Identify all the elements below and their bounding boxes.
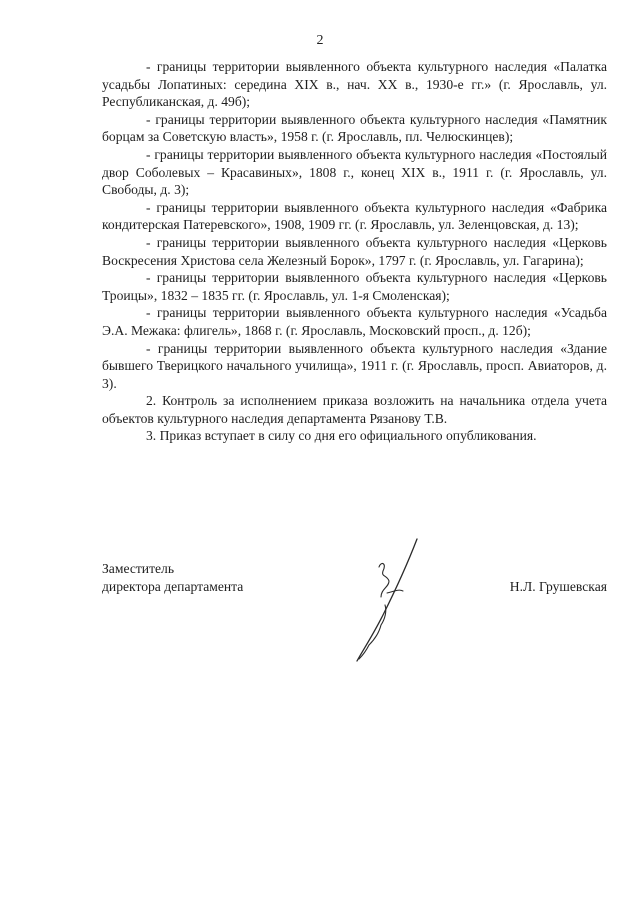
document-body <box>102 58 607 445</box>
signer-position-line: Заместитель <box>102 561 175 576</box>
page-number: 2 <box>316 33 324 48</box>
boundary-item-paragraph: - границы территории выявленного объекта культурного наследия «Палатка усадьбы Лопатиных: середина XIX в., нач. XX в., 1930-е гг.» (г. Ярославль, ул. Республиканская, д. 49б); <box>102 59 607 110</box>
boundary-item-paragraph: - границы территории выявленного объекта культурного наследия «Церковь Троицы», 1832 – 1835 гг. (г. Ярославль, ул. 1-я Смоленская); <box>102 270 607 303</box>
boundary-item-paragraph: - границы территории выявленного объекта культурного наследия «Здание бывшего Тверицкого начального училища», 1911 г. (г. Ярославль, просп. Авиаторов, д. 3). <box>102 340 607 391</box>
signer-position-line: директора департамента <box>102 578 244 594</box>
boundary-item-paragraph: - границы территории выявленного объекта культурного наследия «Церковь Воскресения Христова села Железный Борок», 1797 г. (г. Ярославль, ул. Гагарина); <box>102 234 607 268</box>
effective-date-paragraph: 3. Приказ вступает в силу со дня его официального опубликования. <box>146 428 537 444</box>
boundary-item-paragraph: - границы территории выявленного объекта культурного наследия «Постоялый двор Соболевых – Красавиных», 1808 г., конец XIX в., 1911 г. (г. Ярославль, ул. Свободы, д. 3); <box>102 146 607 198</box>
boundary-item-paragraph: - границы территории выявленного объекта культурного наследия «Усадьба Э.А. Межака: флигель», 1868 г. (г. Ярославль, Московский просп., д. 12б); <box>102 305 607 338</box>
control-clause-paragraph: 2. Контроль за исполнением приказа возложить на начальника отдела учета объектов культурного наследия департамента Рязанову Т.В. <box>102 393 607 426</box>
handwritten-signature <box>345 535 425 665</box>
boundary-item-paragraph: - границы территории выявленного объекта культурного наследия «Памятник борцам за Советскую власть», 1958 г. (г. Ярославль, пл. Челюскинцев); <box>102 111 607 145</box>
boundary-item-paragraph: - границы территории выявленного объекта культурного наследия «Фабрика кондитерская Патеревского», 1908, 1909 гг. (г. Ярославль, ул. Зеленцовская, д. 13); <box>102 199 607 233</box>
signer-name: Н.Л. Грушевская <box>509 578 607 594</box>
signer-position <box>102 560 302 595</box>
